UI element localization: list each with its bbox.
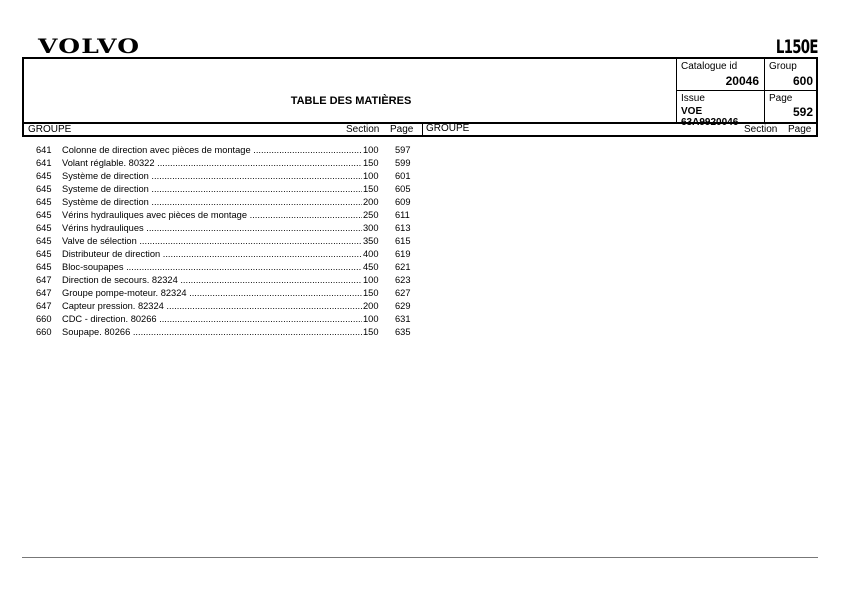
catalogue-cell bbox=[676, 59, 764, 91]
entry-title: Système de direction ..... bbox=[62, 170, 362, 183]
section-number: 350 bbox=[363, 236, 379, 246]
group-number: 647 bbox=[36, 275, 52, 285]
toc-entry[interactable] bbox=[22, 326, 422, 339]
page-cell bbox=[764, 91, 818, 123]
group-number: 645 bbox=[36, 171, 52, 181]
toc-entry[interactable] bbox=[22, 261, 422, 274]
section-number: 100 bbox=[363, 275, 379, 285]
entry-title: Systeme de direction ..... bbox=[62, 183, 362, 196]
page-number: 615 bbox=[395, 236, 411, 246]
entry-title: Valve de sélection ..... bbox=[62, 235, 362, 248]
group-number: 645 bbox=[36, 236, 52, 246]
entry-title: Capteur pression. 82324 ..... bbox=[62, 300, 362, 313]
page-number: 627 bbox=[395, 288, 411, 298]
toc-entry[interactable] bbox=[22, 196, 422, 209]
group-number: 645 bbox=[36, 249, 52, 259]
section-number: 150 bbox=[363, 327, 379, 337]
group-number: 660 bbox=[36, 327, 52, 337]
entry-title: Système de direction ..... bbox=[62, 196, 362, 209]
col-section-right: Section bbox=[744, 124, 778, 135]
toc-entry[interactable] bbox=[22, 235, 422, 248]
toc-list bbox=[22, 144, 422, 339]
entry-title: Groupe pompe-moteur. 82324 ..... bbox=[62, 287, 362, 300]
entry-title: Soupape. 80266 ..... bbox=[62, 326, 362, 339]
entry-title: Direction de secours. 82324 ..... bbox=[62, 274, 362, 287]
toc-entry[interactable] bbox=[22, 157, 422, 170]
group-label: Group bbox=[769, 61, 797, 72]
page-number: 609 bbox=[395, 197, 411, 207]
catalogue-id: 20046 bbox=[725, 74, 759, 88]
toc-entry[interactable] bbox=[22, 222, 422, 235]
page-value: 592 bbox=[792, 105, 813, 119]
toc-entry[interactable] bbox=[22, 274, 422, 287]
group-number: 645 bbox=[36, 210, 52, 220]
section-number: 100 bbox=[363, 145, 379, 155]
section-number: 100 bbox=[363, 314, 379, 324]
page-number: 605 bbox=[395, 184, 411, 194]
issue-cell bbox=[676, 91, 764, 128]
toc-entry[interactable] bbox=[22, 144, 422, 157]
toc-entry[interactable] bbox=[22, 287, 422, 300]
section-number: 250 bbox=[363, 210, 379, 220]
section-number: 100 bbox=[363, 171, 379, 181]
model-name: L150E bbox=[776, 36, 818, 58]
section-number: 400 bbox=[363, 249, 379, 259]
page-number: 623 bbox=[395, 275, 411, 285]
page-number: 631 bbox=[395, 314, 411, 324]
entry-title: Distributeur de direction ..... bbox=[62, 248, 362, 261]
page-number: 601 bbox=[395, 171, 411, 181]
group-number: 660 bbox=[36, 314, 52, 324]
entry-title: CDC - direction. 80266 ..... bbox=[62, 313, 362, 326]
group-number: 647 bbox=[36, 301, 52, 311]
toc-entry[interactable] bbox=[22, 313, 422, 326]
section-number: 200 bbox=[363, 301, 379, 311]
footer-rule bbox=[22, 557, 818, 558]
group-number: 647 bbox=[36, 288, 52, 298]
group-number: 641 bbox=[36, 145, 52, 155]
section-number: 150 bbox=[363, 184, 379, 194]
toc-entry[interactable] bbox=[22, 183, 422, 196]
page-number: 635 bbox=[395, 327, 411, 337]
group-value: 600 bbox=[792, 74, 813, 88]
page-number: 611 bbox=[395, 210, 410, 220]
group-cell bbox=[764, 59, 818, 91]
section-number: 150 bbox=[363, 288, 379, 298]
col-groupe-left: GROUPE bbox=[28, 124, 72, 135]
entry-title: Colonne de direction avec pièces de montage ..... bbox=[62, 144, 362, 157]
col-section-left: Section bbox=[346, 124, 380, 135]
section-number: 300 bbox=[363, 223, 379, 233]
col-groupe-right: GROUPE bbox=[422, 123, 469, 137]
toc-entry[interactable] bbox=[22, 209, 422, 222]
toc-entry[interactable] bbox=[22, 248, 422, 261]
page-number: 613 bbox=[395, 223, 411, 233]
group-number: 645 bbox=[36, 184, 52, 194]
header-box bbox=[22, 57, 818, 128]
page-number: 597 bbox=[395, 145, 411, 155]
page-label: Page bbox=[769, 93, 793, 104]
col-page-right: Page bbox=[788, 124, 812, 135]
toc-entry[interactable] bbox=[22, 300, 422, 313]
page-title: TABLE DES MATIÈRES bbox=[290, 95, 412, 107]
entry-title: Vérins hydrauliques avec pièces de montage ..... bbox=[62, 209, 362, 222]
page-number: 621 bbox=[395, 262, 411, 272]
group-number: 645 bbox=[36, 223, 52, 233]
col-page-left: Page bbox=[390, 124, 414, 135]
issue-value: VOE 63A9920046 bbox=[681, 106, 739, 128]
group-number: 641 bbox=[36, 158, 52, 168]
group-number: 645 bbox=[36, 197, 52, 207]
section-number: 150 bbox=[363, 158, 379, 168]
entry-title: Bloc-soupapes ..... bbox=[62, 261, 362, 274]
issue-label: Issue bbox=[681, 93, 705, 104]
section-number: 200 bbox=[363, 197, 379, 207]
page-number: 619 bbox=[395, 249, 411, 259]
page-number: 599 bbox=[395, 158, 411, 168]
volvo-logo: VOLVO bbox=[38, 34, 141, 58]
section-number: 450 bbox=[363, 262, 379, 272]
page-number: 629 bbox=[395, 301, 411, 311]
column-header bbox=[22, 123, 818, 137]
entry-title: Volant réglable. 80322 ..... bbox=[62, 157, 362, 170]
toc-entry[interactable] bbox=[22, 170, 422, 183]
catalogue-label: Catalogue id bbox=[681, 61, 738, 72]
entry-title: Vérins hydrauliques ..... bbox=[62, 222, 362, 235]
group-number: 645 bbox=[36, 262, 52, 272]
